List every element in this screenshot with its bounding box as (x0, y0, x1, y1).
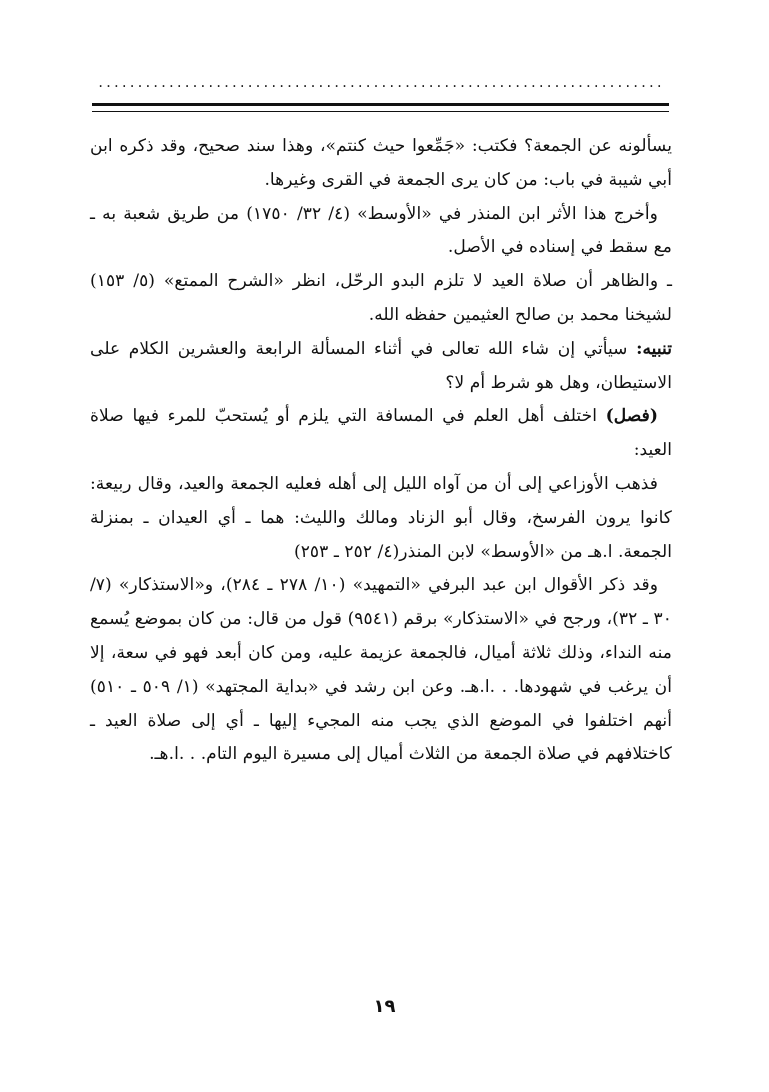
paragraph-2-text: وأخرج هذا الأثر ابن المنذر في «الأوسط» (٤/ ٣٢/ ١٧٥٠) من طريق شعبة به ـ مع سقط في إسناده في الأصل. (90, 203, 672, 258)
paragraph-6-text: فذهب الأوزاعي إلى أن من آواه الليل إلى أهله فعليه الجمعة والعيد، وقال ربيعة: كانوا يرون الفرسخ، وقال أبو الزناد ومالك والليث: هما ـ أي العيدان ـ بمنزلة الجمعة. ا.هـ من «الأوسط» لابن المنذر(٤/ ٢٥٢ ـ ٢٥٣) (90, 473, 672, 562)
page-number: ١٩ (373, 996, 396, 1017)
paragraph-4-text: سيأتي إن شاء الله تعالى في أثناء المسألة الرابعة والعشرين الكلام على الاستيطان، وهل هو شرط أم لا؟ (90, 338, 672, 393)
paragraph-7-text: وقد ذكر الأقوال ابن عبد البرفي «التمهيد» (١٠/ ٢٧٨ ـ ٢٨٤)، و«الاستذكار» (٧/ ٣٠ ـ ٣٢)، ورجح في «الاستذكار» برقم (٩٥٤١) قول من قال: من كان بموضع يُسمع منه النداء، وذلك ثلاثة أميال، فالجمعة عزيمة عليه، ومن كان أبعد فهو في سعة، إلا أن يرغب في شهودها. . .ا.هـ. وعن ابن رشد في «بداية المجتهد» (١/ ٥٠٩ ـ ٥١٠) أنهم اختلفوا في الموضع الذي يجب منه المجيء إليها ـ أي إلى صلاة العيد ـ كاختلافهم في صلاة الجمعة من الثلاث أميال إلى مسيرة اليوم التام. . .ا.هـ. (90, 575, 673, 765)
header-rule-thin (92, 111, 669, 112)
paragraph-1 (90, 130, 672, 198)
section-label: (فصل) (605, 406, 658, 427)
paragraph-6 (90, 468, 672, 569)
paragraph-4 (90, 333, 672, 401)
paragraph-7 (90, 569, 672, 772)
header-rule-thick (92, 103, 669, 106)
paragraph-3-text: ـ والظاهر أن صلاة العيد لا تلزم البدو الرحّل، انظر «الشرح الممتع» (٥/ ١٥٣) لشيخنا محمد بن صالح العثيمين حفظه الله. (90, 271, 672, 325)
header-dotted-line: ........................................................................ (98, 73, 665, 91)
paragraph-5 (90, 400, 672, 468)
paragraph-1-text: يسألونه عن الجمعة؟ فكتب: «جَمِّعوا حيث كنتم»، وهذا سند صحيح، وقد ذكره ابن أبي شيبة في باب: من كان يرى الجمعة في القرى وغيرها. (90, 136, 672, 190)
paragraph-5-text: اختلف أهل العلم في المسافة التي يلزم أو يُستحبّ للمرء فيها صلاة العيد: (90, 406, 672, 461)
paragraph-3 (90, 265, 672, 333)
note-label: تنبيه: (636, 338, 672, 359)
page-body (90, 130, 672, 772)
paragraph-2 (90, 198, 672, 266)
